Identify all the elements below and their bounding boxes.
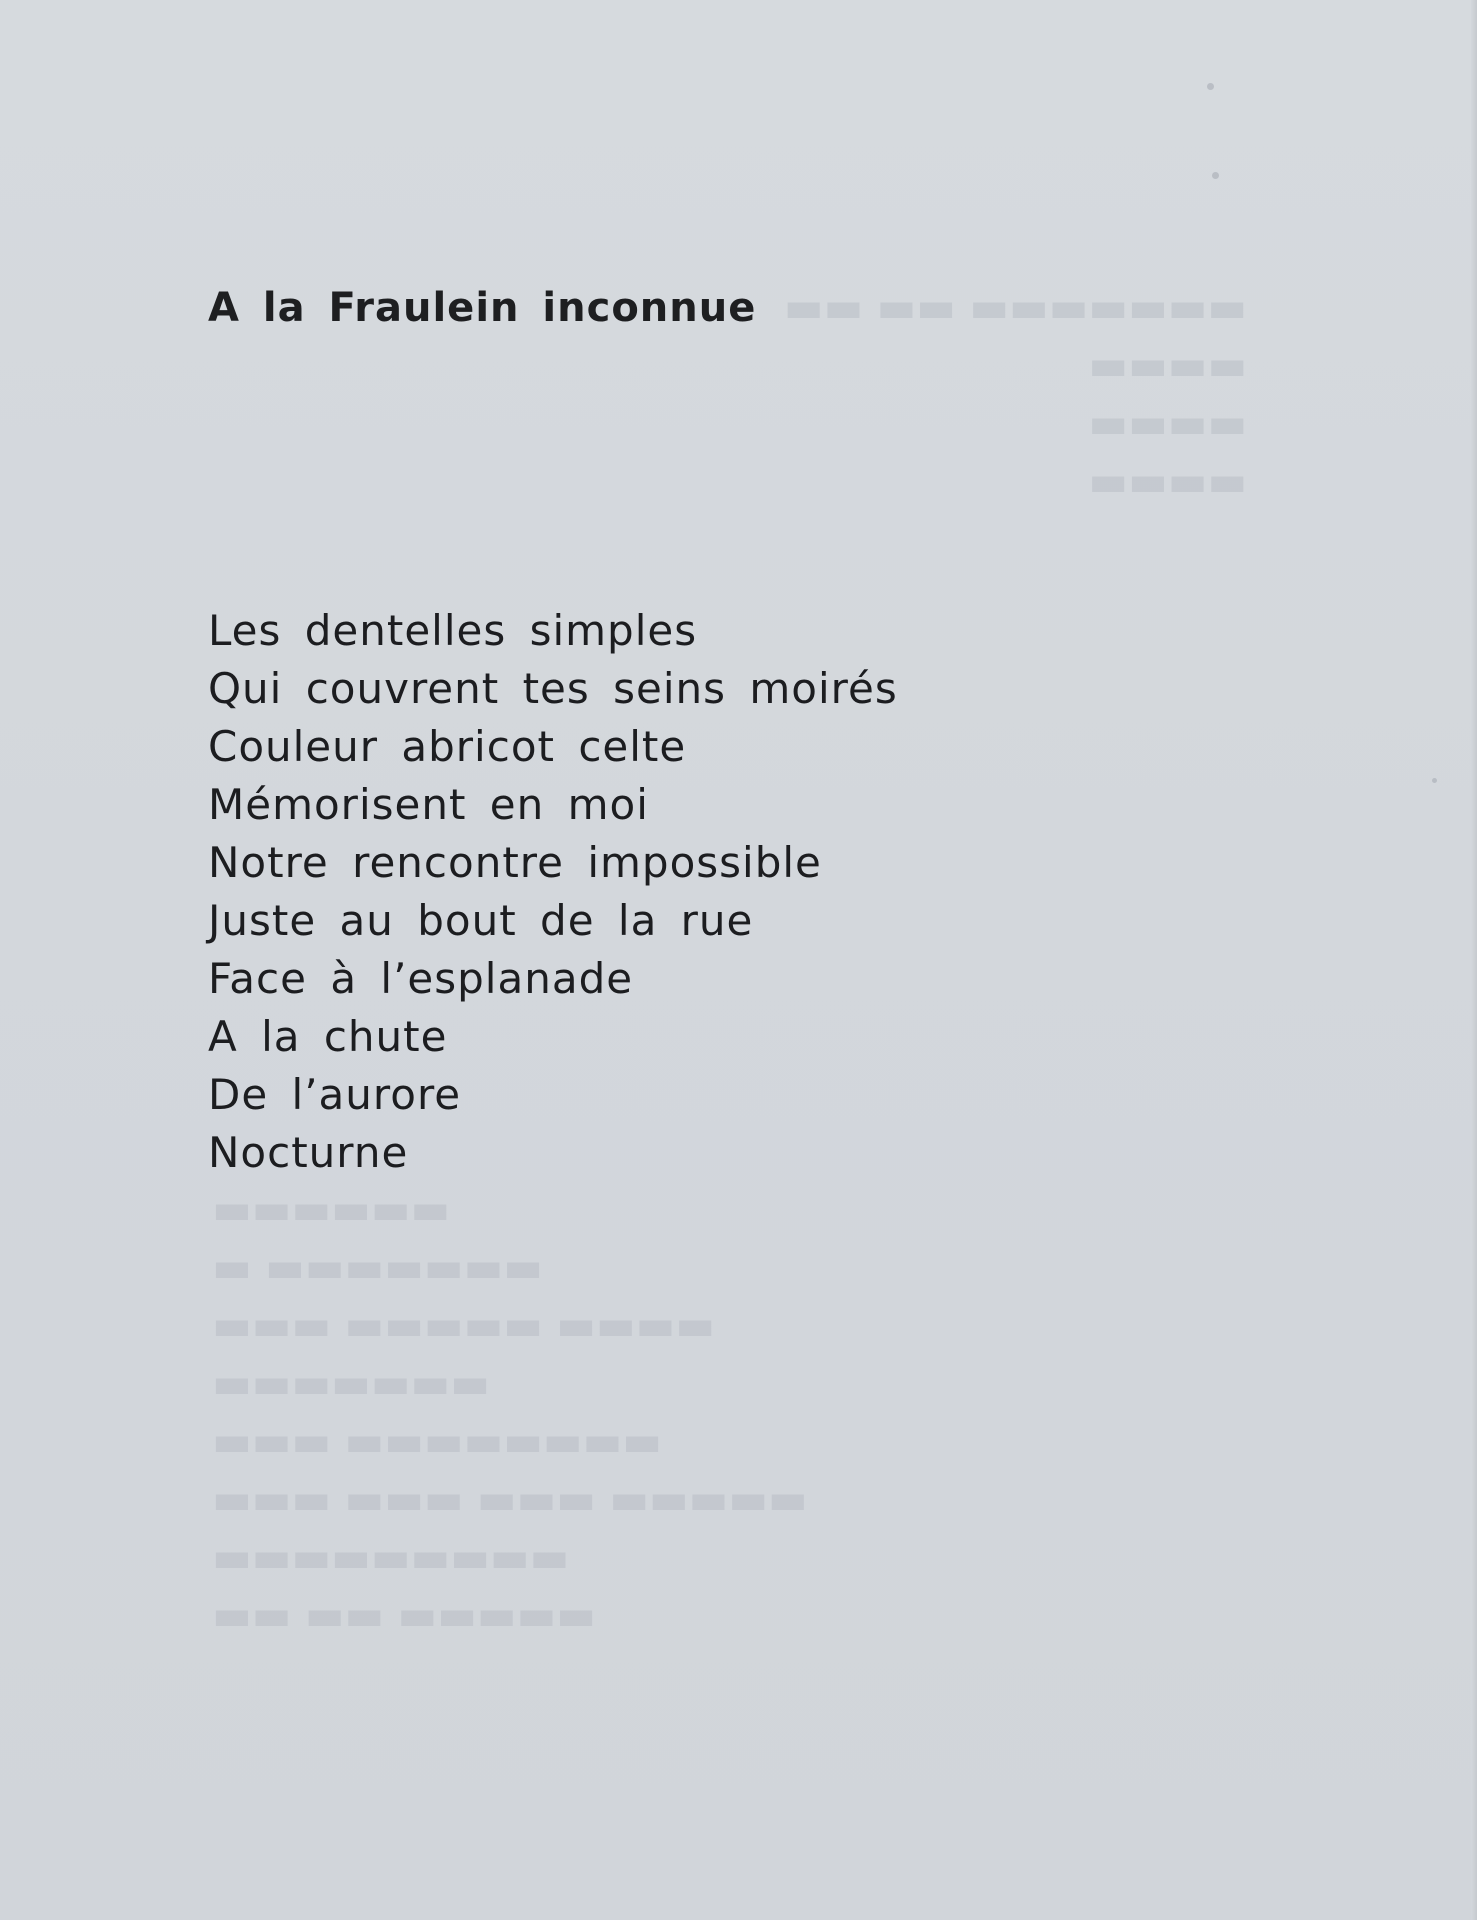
paper-speck xyxy=(1432,778,1437,783)
paper-speck xyxy=(1207,83,1214,90)
poem-line: A la chute xyxy=(208,1012,448,1061)
show-through-reverse-text-bottom xyxy=(212,1180,808,1644)
show-through-line: ▬▬▬▬▬▬▬ xyxy=(212,1358,490,1407)
show-through-line: ▬▬ ▬▬ ▬▬▬▬▬ xyxy=(212,1590,596,1639)
show-through-line: ▬▬▬ ▬▬▬ ▬▬▬ ▬▬▬▬▬ xyxy=(212,1474,808,1523)
poem-line: De l’aurore xyxy=(208,1070,462,1119)
show-through-line: ▬ ▬▬▬▬▬▬▬ xyxy=(212,1242,543,1291)
poem-line: Mémorisent en moi xyxy=(208,780,649,829)
show-through-line: ▬▬ ▬▬ ▬▬▬▬▬▬▬ xyxy=(783,282,1247,331)
poem-verse xyxy=(208,602,898,1182)
show-through-line: ▬▬▬▬▬▬ xyxy=(212,1184,451,1233)
page-edge-shadow xyxy=(1471,0,1477,1920)
show-through-line: ▬▬▬▬▬▬▬▬▬ xyxy=(212,1532,570,1581)
show-through-reverse-text-top xyxy=(784,278,1247,510)
poem-line: Juste au bout de la rue xyxy=(208,896,754,945)
poem-line: Face à l’esplanade xyxy=(208,954,634,1003)
show-through-line: ▬▬▬▬ xyxy=(1088,340,1247,389)
poem-line: Les dentelles simples xyxy=(208,606,698,655)
show-through-line: ▬▬▬▬ xyxy=(1088,456,1247,505)
paper-speck xyxy=(1212,172,1219,179)
show-through-line: ▬▬▬▬ xyxy=(1088,398,1247,447)
show-through-line: ▬▬▬ ▬▬▬▬▬ ▬▬▬▬ xyxy=(212,1300,715,1349)
poem-title: A la Fraulein inconnue xyxy=(208,285,757,331)
show-through-line: ▬▬▬ ▬▬▬▬▬▬▬▬ xyxy=(212,1416,662,1465)
poem-line: Notre rencontre impossible xyxy=(208,838,822,887)
poem-line: Nocturne xyxy=(208,1128,409,1177)
poem-line: Couleur abricot celte xyxy=(208,722,687,771)
poem-line: Qui couvrent tes seins moirés xyxy=(208,664,898,713)
